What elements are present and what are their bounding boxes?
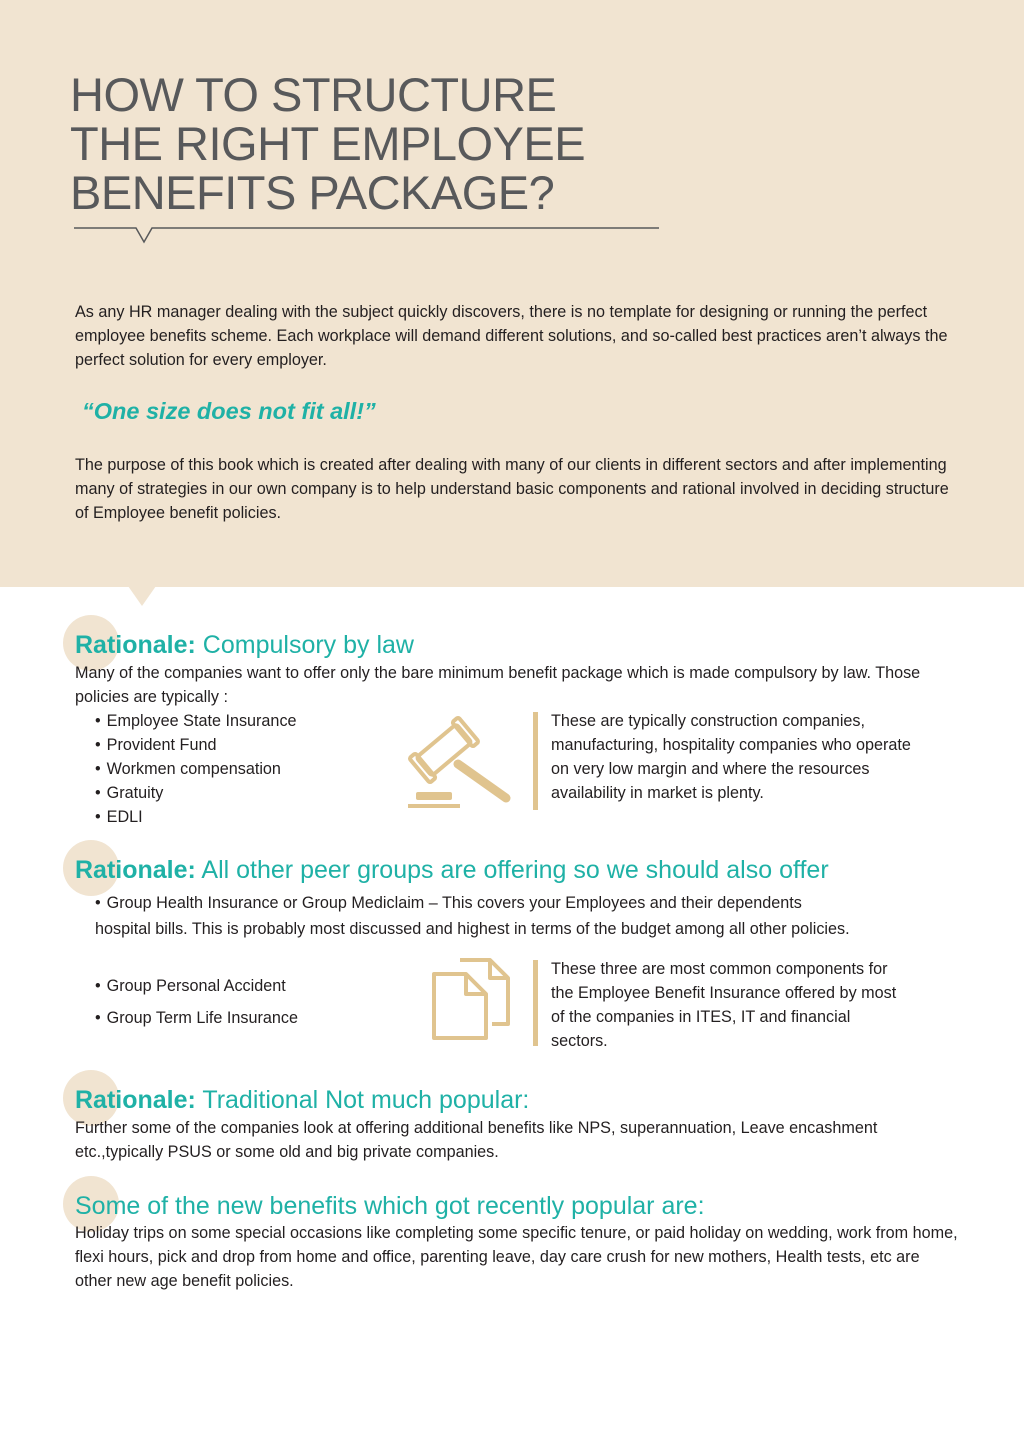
list-item-continuation: hospital bills. This is probably most discussed and highest in terms of the budget among all other policies. xyxy=(95,920,850,938)
pull-quote: “One size does not fit all!” xyxy=(82,398,376,424)
heading-rest: Compulsory by law xyxy=(195,631,414,659)
callout-text-compulsory: These are typically construction companies, manufacturing, hospitality companies who operate on very low margin and where the resources availability in market is plenty. xyxy=(551,712,911,802)
peer-policy-list xyxy=(95,970,298,1034)
list-item: • EDLI xyxy=(95,805,297,829)
compulsory-policy-list xyxy=(95,709,297,829)
purpose-paragraph: The purpose of this book which is created after dealing with many of our clients in different sectors and after implementing many of strategies in our own company is to help understand basic components and rational involved in deciding structure of Employee benefit policies. xyxy=(75,456,949,522)
section-heading-new-benefits: Some of the new benefits which got recently popular are: xyxy=(75,1192,705,1220)
intro-panel-pointer xyxy=(128,586,156,606)
list-item: • Provident Fund xyxy=(95,733,297,757)
list-item: • Group Health Insurance or Group Mediclaim – This covers your Employees and their dependents xyxy=(95,890,802,917)
heading-rest: All other peer groups are offering so we should also offer xyxy=(195,856,829,884)
section-heading-compulsory xyxy=(75,631,414,660)
list-item: • Group Term Life Insurance xyxy=(95,1002,298,1034)
heading-lead: Rationale: xyxy=(75,631,196,659)
list-item: • Workmen compensation xyxy=(95,757,297,781)
intro-paragraph: As any HR manager dealing with the subject quickly discovers, there is no template for designing or running the perfect employee benefits scheme. Each workplace will demand different solutions, and so-called best practices aren’t always the perfect solution for every employer. xyxy=(75,303,948,369)
heading-lead: Rationale: xyxy=(75,1086,196,1114)
title-divider xyxy=(74,222,660,246)
callout-text-peer-groups: These three are most common components for the Employee Benefit Insurance offered by most of the companies in ITES, IT and financial sectors. xyxy=(551,960,897,1050)
gavel-icon xyxy=(402,712,520,812)
page-title: HOW TO STRUCTURE THE RIGHT EMPLOYEE BENEFITS PACKAGE? xyxy=(70,68,586,219)
list-item: • Group Personal Accident xyxy=(95,970,298,1002)
heading-rest: Traditional Not much popular: xyxy=(195,1086,530,1114)
section-paragraph-new-benefits: Holiday trips on some special occasions like completing some specific tenure, or paid holiday on wedding, work from home, flexi hours, pick and drop from home and office, parenting leave, day care crush for new mothers, Health tests, etc are other new age benefit policies. xyxy=(75,1224,958,1290)
callout-accent-bar xyxy=(533,960,538,1046)
heading-lead: Rationale: xyxy=(75,856,196,884)
section-paragraph-traditional: Further some of the companies look at offering additional benefits like NPS, superannuation, Leave encashment etc.,typically PSUS or some old and big private companies. xyxy=(75,1119,878,1161)
section-heading-traditional xyxy=(75,1086,529,1115)
section-paragraph-compulsory: Many of the companies want to offer only the bare minimum benefit package which is made compulsory by law. Those policies are typically : xyxy=(75,664,921,706)
section-heading-peer-groups xyxy=(75,856,829,885)
list-item: • Employee State Insurance xyxy=(95,709,297,733)
documents-icon xyxy=(430,956,514,1042)
list-item: • Gratuity xyxy=(95,781,297,805)
callout-accent-bar xyxy=(533,712,538,810)
peer-policy-list-main xyxy=(95,890,802,917)
